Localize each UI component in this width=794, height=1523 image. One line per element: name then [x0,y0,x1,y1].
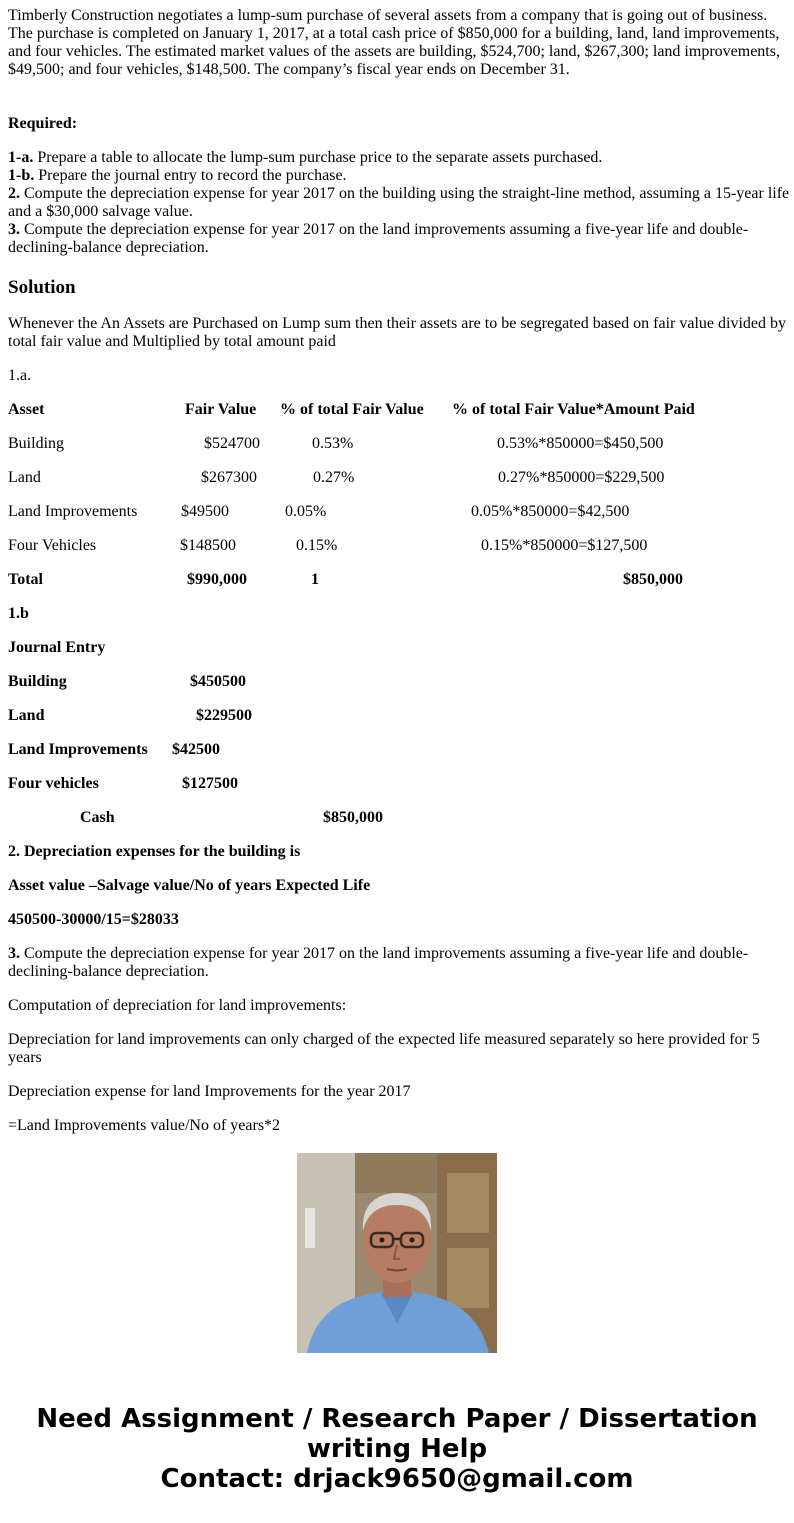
journal-account: Cash [80,809,115,826]
part-1b-label: 1.b [8,605,29,622]
table-cell: 0.05% [285,503,327,520]
required-title: Required: [8,115,78,132]
required-item: 1-a. Prepare a table to allocate the lump-sum purchase price to the separate assets purchased. [8,149,603,166]
part-3-expense: Depreciation expense for land Improvements for the year 2017 [8,1083,411,1100]
journal-account: Land Improvements [8,741,148,758]
table-row [8,469,792,487]
allocation-table-header [8,401,792,419]
solution-heading: Solution [8,277,76,298]
table-cell: 0.53% [312,435,354,452]
table-cell: 0.15% [296,537,338,554]
solution-intro: Whenever the An Assets are Purchased on Lump sum then their assets are to be segregated based on fair value divided by total fair value and Multiplied by total amount paid [8,315,786,350]
journal-amount: $450500 [190,673,246,690]
problem-statement: Timberly Construction negotiates a lump-sum purchase of several assets from a company that is going out of business. The purchase is completed on January 1, 2017, at a total cash price of $850,000 for a building, land, land improvements, and four vehicles. The estimated market values of the assets are building, $524,700; land, $267,300; land improvements, $49,500; and four vehicles, $148,500. The company’s fiscal year ends on December 31. [8,7,780,78]
header-cell: Asset [8,401,45,418]
footer-contact: Contact: drjack9650@gmail.com [160,1464,634,1494]
journal-row [8,741,792,759]
table-cell: Four Vehicles [8,537,97,554]
part-2-title: 2. Depreciation expenses for the building is [8,843,301,860]
footer-line: writing Help [306,1434,488,1464]
table-row [8,537,792,555]
part-3-statement: 3. Compute the depreciation expense for year 2017 on the land improvements assuming a five-year life and double-declining-balance depreciation. [8,945,749,980]
table-cell: Building [8,435,65,452]
journal-row [8,707,792,725]
table-cell: Land [8,469,41,486]
journal-account: Four vehicles [8,775,99,792]
header-cell: % of total Fair Value*Amount Paid [452,401,695,418]
table-cell: Land Improvements [8,503,138,520]
table-cell: $524700 [204,435,260,452]
journal-account: Land [8,707,45,724]
table-cell: 0.27% [313,469,355,486]
table-cell: $850,000 [623,571,683,588]
part-3-note: Depreciation for land improvements can only charged of the expected life measured separately so here provided for 5 years [8,1031,760,1066]
journal-amount: $229500 [196,707,252,724]
required-item: 1-b. Prepare the journal entry to record the purchase. [8,167,347,184]
table-cell: $267300 [201,469,257,486]
journal-amount: $42500 [172,741,220,758]
footer-banner [0,1404,794,1494]
journal-amount: $127500 [182,775,238,792]
table-cell: 0.27%*850000=$229,500 [498,469,665,486]
table-total-row [8,571,792,589]
required-list [8,149,792,257]
table-cell: 1 [311,571,319,588]
table-cell: 0.15%*850000=$127,500 [481,537,648,554]
header-cell: Fair Value [185,401,257,418]
table-row [8,503,792,521]
avatar [297,1153,497,1353]
portrait-image [297,1153,497,1353]
part-2-calculation: 450500-30000/15=$28033 [8,911,179,928]
journal-credit-row [8,809,792,827]
journal-row [8,673,792,691]
document-content [8,7,792,1134]
part-2-formula: Asset value –Salvage value/No of years Expected Life [8,877,371,894]
journal-row [8,775,792,793]
part-3-cutoff-line: =Land Improvements value/No of years*2 [8,1117,281,1134]
footer-line: Need Assignment / Research Paper / Dissertation [36,1404,758,1434]
journal-title: Journal Entry [8,639,106,656]
part-1a-label: 1.a. [8,367,32,384]
table-cell: 0.05%*850000=$42,500 [471,503,630,520]
table-row [8,435,792,453]
required-item: 2. Compute the depreciation expense for year 2017 on the building using the straight-line method, assuming a 15-year life and a $30,000 salvage value. [8,185,790,220]
table-cell: 0.53%*850000=$450,500 [497,435,664,452]
table-cell: Total [8,571,43,588]
required-item: 3. Compute the depreciation expense for year 2017 on the land improvements assuming a five-year life and double-declining-balance depreciation. [8,221,749,256]
journal-amount: $850,000 [323,809,383,826]
journal-account: Building [8,673,67,690]
part-3-computation: Computation of depreciation for land improvements: [8,997,347,1014]
table-cell: $49500 [181,503,229,520]
header-cell: % of total Fair Value [280,401,424,418]
table-cell: $990,000 [187,571,247,588]
table-cell: $148500 [180,537,236,554]
